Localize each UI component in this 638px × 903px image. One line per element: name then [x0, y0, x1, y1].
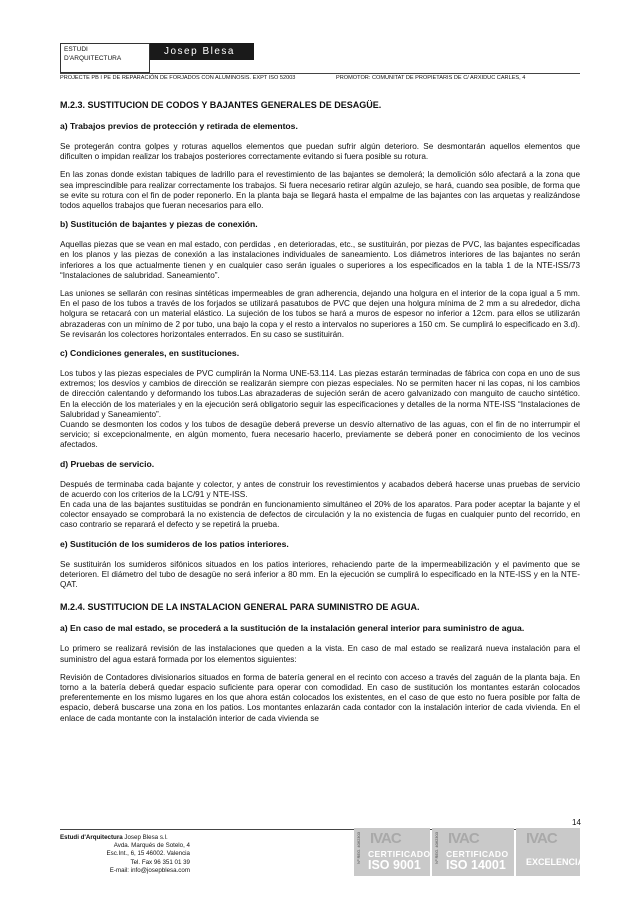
page-number: 14 [572, 818, 581, 827]
ivac-logo: IVAC [448, 830, 479, 847]
paragraph: Los tubos y las piezas especiales de PVC cumplirán la Norma UNE-53.114. Las piezas estarán terminadas de fábrica con copa en uno de sus extremos; los desvíos y cambios de dirección se realizarán siempre con piezas especiales. No se permiten hacer ni las copas, ni los cambios de dirección calentando y deformando los tubos.Las abrazaderas de sujeción serán de acero galvanizado con manguito de caucho sintético. En la elección de los materiales y en la ejecución será obligatorio seguir las especificaciones y detalles de la norma NTE-ISS “Instalaciones de Salubridad y Saneamiento”. [60, 369, 580, 419]
paragraph: Las uniones se sellarán con resinas sintéticas impermeables de gran adherencia, dejando una holgura en el interior de la copa igual a 5 mm. En el paso de los tubos a través de los forjados se utilizará pasatubos de PVC que dejen una holgura mínima de 2 mm a su alrededor, dicha holgura se retacará con un material elástico. La sujeción de los tubos se hará a muros de espesor no inferior a 12cm. para ellos se utilizarán abrazaderas con un mínimo de 2 por tubo, una bajo la copa y el resto a intervalos no superiores a 150 cm. Se cumplirá lo especificado en 3.d). Se revisarán los colectores horizontales enterrados. En su caso se sustituirán. [60, 289, 580, 339]
paragraph: Revisión de Contadores divisionarios situados en forma de batería general en el recinto con acceso a través del zaguán de la planta baja. En torno a la batería deberá quedar espacio suficiente para operar con comodidad. En caso de sustitución los montantes estarán colocados preferentemente en los mismo lugares en los que ahora están colocados los existentes, en el caso de que esto no fuera posible por falta de espacio, deberá buscarse una zona en los patios. Los montantes enlazarán cada contador con la instalación interior de cada vivienda. En el enlace de cada montante con la instalación interior de cada vivienda se [60, 672, 580, 723]
brand-banner [150, 43, 254, 60]
certificate-standard: ISO 9001 [368, 858, 421, 872]
certificate-label: CERTIFICADO [368, 849, 431, 859]
document-body [60, 100, 580, 732]
paragraph: Se protegerán contra golpes y roturas aquellos elementos que puedan sufrir algún deterioro. Se desmontarán aquellos elementos que dificulten o impidan realizar los trabajos posteriores correctamente evitando si fuera posible su rotura. [60, 142, 580, 162]
certificate-label: CERTIFICADO [446, 849, 509, 859]
company-name: Estudi d'Arquitectura [60, 834, 123, 841]
address-city: Esc.Int., 6, 15 46002. Valencia [106, 850, 190, 858]
brand-name: Josep Blesa [164, 46, 235, 57]
ivac-logo: IVAC [526, 830, 557, 847]
promotor-label: PROMOTOR: COMUNITAT DE PROPIETARIS DE C/ ARXIDUC CARLES, 4 [336, 75, 526, 81]
company-address [60, 834, 190, 875]
subsection-heading-d: d) Pruebas de servicio. [60, 458, 155, 469]
project-title: PROJECTE PB I PE DE REPARACIÓN DE FORJADOS CON ALUMINOSIS. EXPT ISO 52003 [60, 75, 296, 81]
subsection-heading-a: a) Trabajos previos de protección y retirada de elementos. [60, 121, 298, 131]
registration-number: Nº REG. 4062303 [434, 832, 439, 864]
email: E-mail: info@josepblesa.com [109, 866, 190, 874]
paragraph: En las zonas donde existan tabiques de ladrillo para el revestimiento de las bajantes se demolerá; la demolición sólo afectará a la zona que sea imprescindible para realizar correctamente los trabajos. Si fuera necesario retirar algún azulejo, se hará, cuando sea posible, de forma que se evite su rotura con el fin de poder reponerlo. En la planta baja se llegará hasta el empalme de las bajantes con las arquetas y realizándose todos aquellos trabajos que fueran necesarios para ello. [60, 170, 580, 211]
paragraph: Lo primero se realizará revisión de las instalaciones que queden a la vista. En caso de mal estado se realizará nueva instalación para el suministro del agua estará formada por los elementos siguientes: [60, 644, 580, 664]
paragraph: Cuando se desmonten los codos y los tubos de desagüe deberá preverse un desvío alternativo de las aguas, con el fin de no interrumpir el servicio; si excepcionalmente, en algún momento, fuera necesario hacerlo, previamente se deberá poner en conocimiento de los vecinos afectados. [60, 420, 580, 450]
certificate-standard: ISO 14001 [446, 858, 506, 872]
company-suffix: Josep Blesa s.l. [122, 834, 168, 841]
paragraph: Aquellas piezas que se vean en mal estado, con perdidas , en deterioradas, etc., se sustituirán, por piezas de PVC, las bajantes especificadas en los planos y las piezas de conexión a las instalaciones individuales de saneamiento. Los diámetros interiores de las bajantes no serán inferiores a los que actualmente tienen y en cualquier caso serán iguales o superiores a los especificados en la tabla 1 de la NTE-ISS/73 “Instalaciones de salubridad. Saneamiento”. [60, 240, 580, 280]
paragraph: En cada una de las bajantes sustituidas se pondrán en funcionamiento simultáneo el 20% de los aparatos. Para poder aceptar la bajante y el colector ensayado se comprobará la no existencia de defectos de circulación y la no existencia de fugas en cualquier punto del recorrido, en caso contrario se reparará el defecto y se repetirá la prueba. [60, 500, 580, 530]
paragraph: Después de terminaba cada bajante y colector, y antes de construir los revestimientos y acabados deberá hacerse unas pruebas de servicio de acuerdo con los criterios de la LC/91 y NTE-ISS. [60, 479, 580, 499]
phone-fax: Tel. Fax 96 351 01 39 [130, 858, 190, 866]
excellence-label: EXCELENCIA [526, 857, 585, 867]
registration-number: Nº REG. 4062303 [356, 832, 361, 864]
subsection-heading-24a: a) En caso de mal estado, se procederá a la sustitución de la instalación general interior para suministro de agua. [60, 623, 525, 634]
studio-label-box [60, 43, 150, 73]
address-street: Avda. Marqués de Sotelo, 4 [113, 842, 190, 850]
subsection-heading-c: c) Condiciones generales, en sustituciones. [60, 348, 240, 359]
iso-9001-certificate-badge [354, 828, 430, 876]
paragraph: Se sustituirán los sumideros sifónicos situados en los patios interiores, rehaciendo parte de la impermeabilización y el pavimento que se deterioren. El diámetro del tubo de desagüe no será inferior a 80 mm. En la ejecución se cumplirá lo especificado en la NTE-ISS y en la NTE-QAT. [60, 559, 580, 590]
iso-14001-certificate-badge [432, 828, 514, 876]
excellence-certificate-badge [516, 828, 585, 876]
header-divider [60, 73, 580, 74]
section-heading-m23: M.2.3. SUSTITUCION DE CODOS Y BAJANTES GENERALES DE DESAGÜE. [60, 100, 382, 110]
subsection-heading-e: e) Sustitución de los sumideros de los patios interiores. [60, 538, 289, 549]
section-heading-m24: M.2.4. SUSTITUCION DE LA INSTALACION GENERAL PARA SUMINISTRO DE AGUA. [60, 602, 420, 613]
ivac-logo: IVAC [370, 830, 401, 847]
subsection-heading-b: b) Sustitución de bajantes y piezas de conexión. [60, 219, 258, 230]
studio-label: ESTUDI D'ARQUITECTURA [64, 46, 122, 62]
